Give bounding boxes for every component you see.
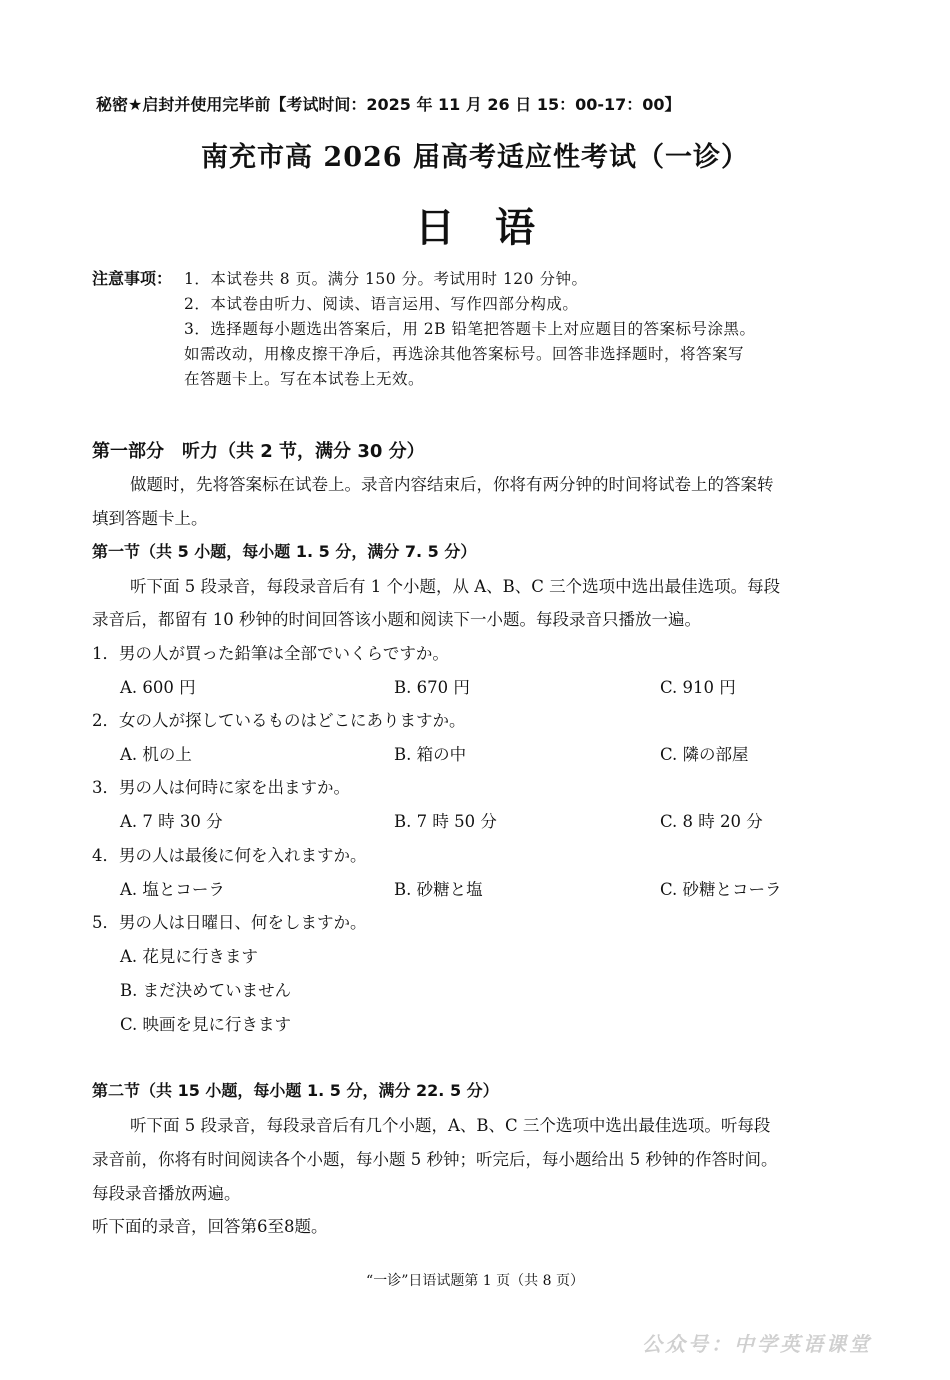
q2-option-a: A. 机の上 <box>120 745 192 764</box>
part1-heading: 第一部分 听力（共 2 节，满分 30 分） <box>92 441 425 462</box>
part1-intro-line: 做题时，先将答案标在试卷上。录音内容结束后，你将有两分钟的时间将试卷上的答案转 <box>130 475 774 494</box>
subject-title: 日 语 <box>415 205 535 251</box>
notice-label: 注意事项： <box>92 269 173 288</box>
q4-option-b: B. 砂糖と塩 <box>394 880 483 899</box>
question-4: 4．男の人は最後に何を入れますか。 <box>92 846 367 865</box>
q1-option-b: B. 670 円 <box>394 678 470 697</box>
section2-instruction: 听下面的录音，回答第6至8题。 <box>92 1217 328 1236</box>
section1-heading: 第一节（共 5 小题，每小题 1. 5 分，满分 7. 5 分） <box>92 542 477 561</box>
q3-option-a: A. 7 時 30 分 <box>120 812 223 831</box>
section1-intro-line: 录音后，都留有 10 秒钟的时间回答该小题和阅读下一小题。每段录音只播放一遍。 <box>92 610 701 629</box>
q1-option-c: C. 910 円 <box>660 678 736 697</box>
q2-option-c: C. 隣の部屋 <box>660 745 749 764</box>
q3-option-c: C. 8 時 20 分 <box>660 812 763 831</box>
exam-title: 南充市高 2026 届高考适应性考试（一诊） <box>201 142 749 173</box>
question-3: 3．男の人は何時に家を出ますか。 <box>92 778 350 797</box>
q3-option-b: B. 7 時 50 分 <box>394 812 497 831</box>
question-1: 1．男の人が買った鉛筆は全部でいくらですか。 <box>92 644 449 663</box>
watermark: 公众号：中学英语课堂 <box>642 1332 872 1356</box>
section2-intro-line: 每段录音播放两遍。 <box>92 1184 241 1203</box>
page-footer: “一诊”日语试题第 1 页（共 8 页） <box>366 1273 584 1289</box>
notice-line: 在答题卡上。写在本试卷上无效。 <box>184 370 425 388</box>
section2-intro-line: 听下面 5 段录音，每段录音后有几个小题，A、B、C 三个选项中选出最佳选项。听每段 <box>130 1116 771 1135</box>
q4-option-a: A. 塩とコーラ <box>120 880 225 899</box>
section2-intro-line: 录音前，你将有时间阅读各个小题，每小题 5 秒钟；听完后，每小题给出 5 秒钟的作答时间。 <box>92 1150 778 1169</box>
confidential-line: 秘密★启封并使用完毕前【考试时间：2025 年 11 月 26 日 15：00-17：00】 <box>96 95 681 114</box>
question-2: 2．女の人が探しているものはどこにありますか。 <box>92 711 466 730</box>
q4-option-c: C. 砂糖とコーラ <box>660 880 782 899</box>
notice-line: 1．本试卷共 8 页。满分 150 分。考试用时 120 分钟。 <box>184 270 588 288</box>
q5-option-a: A. 花見に行きます <box>120 947 258 966</box>
notice-line: 3．选择题每小题选出答案后，用 2B 铅笔把答题卡上对应题目的答案标号涂黑。 <box>184 320 756 338</box>
section1-intro-line: 听下面 5 段录音，每段录音后有 1 个小题，从 A、B、C 三个选项中选出最佳选项。每段 <box>130 577 781 596</box>
q5-option-c: C. 映画を見に行きます <box>120 1015 292 1034</box>
question-5: 5．男の人は日曜日、何をしますか。 <box>92 913 367 932</box>
q1-option-a: A. 600 円 <box>120 678 196 697</box>
q2-option-b: B. 箱の中 <box>394 745 467 764</box>
part1-intro-line: 填到答题卡上。 <box>92 509 208 528</box>
section2-heading: 第二节（共 15 小题，每小题 1. 5 分，满分 22. 5 分） <box>92 1081 499 1100</box>
notice-line: 如需改动，用橡皮擦干净后，再选涂其他答案标号。回答非选择题时，将答案写 <box>184 345 745 363</box>
q5-option-b: B. まだ決めていません <box>120 981 292 1000</box>
notice-line: 2．本试卷由听力、阅读、语言运用、写作四部分构成。 <box>184 295 579 313</box>
